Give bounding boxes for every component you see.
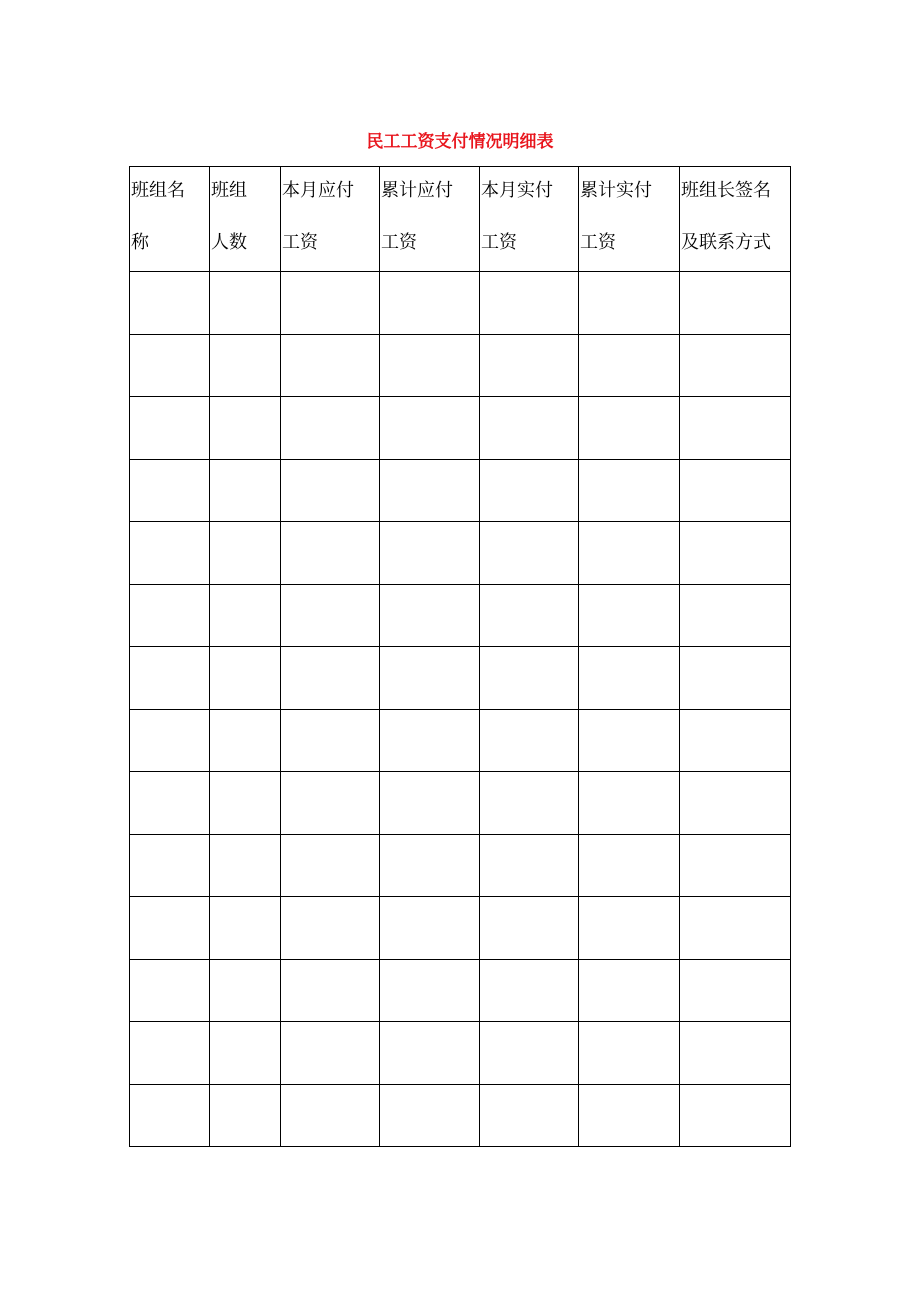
table-cell[interactable] <box>210 772 281 835</box>
table-row <box>130 647 791 710</box>
table-cell[interactable] <box>130 1022 210 1085</box>
table-row <box>130 522 791 585</box>
table-row <box>130 709 791 772</box>
table-cell[interactable] <box>281 709 380 772</box>
table-cell[interactable] <box>380 584 480 647</box>
table-cell[interactable] <box>680 459 791 522</box>
header-line: 累计应付 <box>381 180 453 201</box>
table-cell[interactable] <box>579 897 680 960</box>
table-cell[interactable] <box>130 959 210 1022</box>
table-cell[interactable] <box>281 459 380 522</box>
table-cell[interactable] <box>579 772 680 835</box>
table-cell[interactable] <box>281 959 380 1022</box>
table-cell[interactable] <box>680 897 791 960</box>
table-cell[interactable] <box>281 647 380 710</box>
table-cell[interactable] <box>210 834 281 897</box>
table-cell[interactable] <box>579 334 680 397</box>
table-cell[interactable] <box>380 397 480 460</box>
table-cell[interactable] <box>680 1022 791 1085</box>
table-cell[interactable] <box>130 897 210 960</box>
table-row <box>130 1084 791 1147</box>
table-cell[interactable] <box>579 647 680 710</box>
header-row <box>130 167 791 272</box>
table-cell[interactable] <box>680 959 791 1022</box>
table-cell[interactable] <box>380 272 480 335</box>
table-cell[interactable] <box>380 709 480 772</box>
table-cell[interactable] <box>579 1022 680 1085</box>
table-row <box>130 397 791 460</box>
table-cell[interactable] <box>281 1084 380 1147</box>
table-cell[interactable] <box>480 772 579 835</box>
header-line: 班组名 <box>131 180 185 201</box>
table-cell[interactable] <box>480 272 579 335</box>
table-cell[interactable] <box>380 959 480 1022</box>
header-line: 工资 <box>282 232 318 253</box>
table-cell[interactable] <box>480 897 579 960</box>
table-cell[interactable] <box>680 1084 791 1147</box>
table-cell[interactable] <box>130 522 210 585</box>
table-row <box>130 834 791 897</box>
table-cell[interactable] <box>380 897 480 960</box>
table-cell[interactable] <box>480 397 579 460</box>
table-cell[interactable] <box>480 522 579 585</box>
table-cell[interactable] <box>480 1084 579 1147</box>
table-cell[interactable] <box>130 834 210 897</box>
header-line: 工资 <box>580 232 616 253</box>
header-team-name <box>130 167 210 272</box>
table-cell[interactable] <box>281 397 380 460</box>
table-body <box>130 272 791 1147</box>
table-cell[interactable] <box>380 459 480 522</box>
table-cell[interactable] <box>130 709 210 772</box>
header-line: 及联系方式 <box>681 232 771 253</box>
table-cell[interactable] <box>579 709 680 772</box>
table-cell[interactable] <box>579 834 680 897</box>
table-cell[interactable] <box>579 459 680 522</box>
table-row <box>130 1022 791 1085</box>
header-cumulative-paid <box>579 167 680 272</box>
table-cell[interactable] <box>380 772 480 835</box>
table-cell[interactable] <box>380 522 480 585</box>
table-cell[interactable] <box>380 334 480 397</box>
table-cell[interactable] <box>680 772 791 835</box>
table-cell[interactable] <box>210 959 281 1022</box>
header-line: 本月实付 <box>481 180 553 201</box>
table-cell[interactable] <box>680 334 791 397</box>
header-line: 本月应付 <box>282 180 354 201</box>
table-cell[interactable] <box>210 647 281 710</box>
table-cell[interactable] <box>210 459 281 522</box>
table-cell[interactable] <box>480 334 579 397</box>
table-cell[interactable] <box>210 897 281 960</box>
table-cell[interactable] <box>680 522 791 585</box>
table-cell[interactable] <box>281 897 380 960</box>
table-cell[interactable] <box>579 522 680 585</box>
table-cell[interactable] <box>281 834 380 897</box>
table-cell[interactable] <box>480 959 579 1022</box>
table-cell[interactable] <box>579 959 680 1022</box>
table-row <box>130 584 791 647</box>
table-cell[interactable] <box>130 397 210 460</box>
table-cell[interactable] <box>130 1084 210 1147</box>
table-row <box>130 334 791 397</box>
table-cell[interactable] <box>130 272 210 335</box>
table-cell[interactable] <box>480 647 579 710</box>
table-cell[interactable] <box>480 709 579 772</box>
table-cell[interactable] <box>210 584 281 647</box>
table-cell[interactable] <box>130 459 210 522</box>
table-cell[interactable] <box>680 272 791 335</box>
table-cell[interactable] <box>579 584 680 647</box>
table-row <box>130 897 791 960</box>
table-cell[interactable] <box>480 1022 579 1085</box>
table-cell[interactable] <box>210 397 281 460</box>
table-cell[interactable] <box>380 1022 480 1085</box>
table-cell[interactable] <box>210 272 281 335</box>
header-line: 工资 <box>481 232 517 253</box>
table-cell[interactable] <box>210 709 281 772</box>
table-cell[interactable] <box>579 397 680 460</box>
table-cell[interactable] <box>281 334 380 397</box>
table-cell[interactable] <box>130 334 210 397</box>
table-cell[interactable] <box>680 397 791 460</box>
header-line: 班组长签名 <box>681 180 771 201</box>
table-cell[interactable] <box>380 834 480 897</box>
table-cell[interactable] <box>130 584 210 647</box>
header-cumulative-payable <box>380 167 480 272</box>
header-month-payable <box>281 167 380 272</box>
header-line: 工资 <box>381 232 417 253</box>
table-cell[interactable] <box>281 772 380 835</box>
table-cell[interactable] <box>680 834 791 897</box>
table-cell[interactable] <box>680 647 791 710</box>
header-team-size <box>210 167 281 272</box>
table-cell[interactable] <box>210 1084 281 1147</box>
table-row <box>130 959 791 1022</box>
table-cell[interactable] <box>380 647 480 710</box>
table-cell[interactable] <box>579 272 680 335</box>
table-cell[interactable] <box>210 334 281 397</box>
table-cell[interactable] <box>210 1022 281 1085</box>
table-cell[interactable] <box>480 834 579 897</box>
header-line: 人数 <box>211 232 247 253</box>
table-cell[interactable] <box>480 459 579 522</box>
table-cell[interactable] <box>480 584 579 647</box>
header-line: 班组 <box>211 180 247 201</box>
table-row <box>130 772 791 835</box>
table-cell[interactable] <box>130 772 210 835</box>
header-leader-signature <box>680 167 791 272</box>
table-cell[interactable] <box>281 1022 380 1085</box>
header-line: 累计实付 <box>580 180 652 201</box>
table-cell[interactable] <box>281 522 380 585</box>
table-cell[interactable] <box>130 647 210 710</box>
table-cell[interactable] <box>281 272 380 335</box>
table-cell[interactable] <box>579 1084 680 1147</box>
table-row <box>130 272 791 335</box>
wage-table <box>129 166 791 1147</box>
table-cell[interactable] <box>210 522 281 585</box>
table-row <box>130 459 791 522</box>
table-cell[interactable] <box>680 584 791 647</box>
table-cell[interactable] <box>680 709 791 772</box>
page-title: 民工工资支付情况明细表 <box>366 132 554 152</box>
table-cell[interactable] <box>281 584 380 647</box>
table-cell[interactable] <box>380 1084 480 1147</box>
header-line: 称 <box>131 232 149 253</box>
header-month-paid <box>480 167 579 272</box>
